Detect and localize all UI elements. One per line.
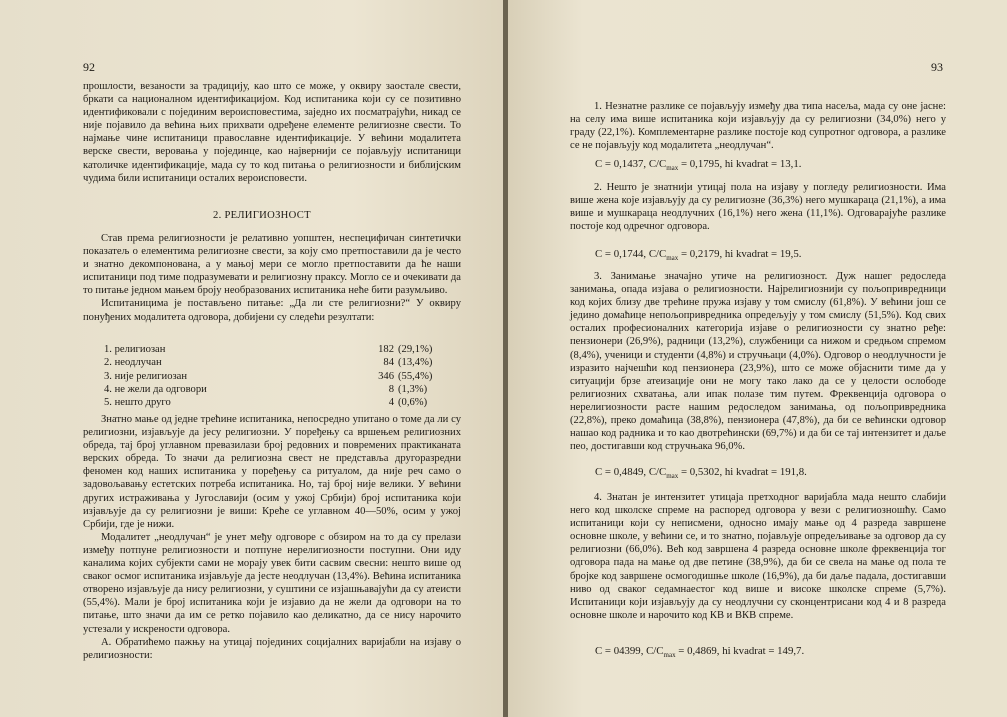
- results-list: [104, 343, 453, 409]
- list-item: 1. религиозан 182 (29,1%): [104, 344, 433, 355]
- page-number: 93: [931, 60, 943, 74]
- statistic-line-4: C = 04399, $C/C_{max} = 0,4869$, hi kvadrat = 149,7.: [595, 645, 805, 660]
- paragraph: Модалитет „неодлучан“ је унет међу одговоре с обзиром на то да су прелази између потпуне религиозности и потпуне нерелигиозности поступни. Они иду каналима којих субјекти сами не морају увек бити сасвим свесни: нешто више од сваког осмог испитаника изјављује да јесте неодлучан (13,4%). Већина испитаника отворено изјављује да нису религиозни, у суштини се изјашњавајући да су атеисти (55,4%). Мали је број испитаника који је изјавио да не жели да одговори на то питање, што значи да им се ретко појавило као деликатно, да се нису нарочито устезали у искрености одговора.: [83, 531, 461, 635]
- body-text-top: [83, 232, 461, 324]
- list-item: 4. не жели да одговори 8 (1,3%): [104, 383, 428, 395]
- list-item: 5. нешто друго 4 (0,6%): [104, 397, 428, 409]
- paragraph-3: [570, 270, 946, 453]
- page-number: 92: [83, 60, 95, 74]
- list-item: 3. није религиозан 346 (55,4%): [104, 370, 433, 382]
- paragraph: 1. Незнатне разлике се појављују између два типа насеља, мада су оне јасне: на селу има више испитаника који изјављују да су религиозни (34,0%) него у граду (22,1%). Комплементарне разлике постоје код супротног одговора, а разлике се не појављују код модалитета „неодлучан“.: [570, 101, 946, 152]
- paragraph: 2. Нешто је знатнији утицај пола на изјаву у погледу религиозности. Има више жена које изјављују да су религиозне (36,3%) него мушкараца (21,1%), а има више и мушкараца неодлучних (16,1%) него жена (11,1%). Одговарајуће разлике постоје код одречног одговора.: [570, 182, 946, 233]
- paragraph-1: [570, 100, 946, 152]
- left-page: [0, 0, 503, 717]
- paragraph: прошлости, везаности за традицију, као што се може, у оквиру заостале свести, бркати са националном идентификацијом. Код испитаника који су се позитивно идентификовали с појединим вероисповестима, заједно их посматрајући, никад се није појавило да већина њих прихвати одређене елементе религиозне свести. То најмање чине испитаници православне идентификације. У већини модалитета верске свести, веровања у појединце, као највернији се појављују испитаници католичке идентификације, мада су то код питања о религиозности и библијским чудима били испитаници осталих вероисповести.: [83, 81, 461, 184]
- section-heading: 2. РЕЛИГИОЗНОСТ: [213, 210, 311, 221]
- statistic-line-3: C = 0,4849, $C/C_{max} = 0,5302$, hi kvadrat = 191,8.: [595, 466, 807, 481]
- statistic-line-1: C = 0,1437, $C/C_{max} = 0,1795$, hi kvadrat = 13,1.: [595, 158, 802, 173]
- paragraph: Знатно мање од једне трећине испитаника, непосредно упитано о томе да ли су религиозни, изјављује да јесу религиозни. У поређењу са вршењем религиозних обреда, тај број углавном превазилази број редовних и повремених практиканата верских обреда. То значи да религиозна свест не представља другоразредни феномен код наших испитаника у поређењу са ритуалом, да није реч само о задовољавању естетских потреба испитаника. Но, тај број није велики. У већини других истраживања у Југославији (осим у ужој Србији) број испитаника који изјављује да су религиозни је виши: Креће се углавном 40—50%, осим у ужој Србији, где је нижи.: [83, 414, 461, 530]
- paragraph: 3. Занимање значајно утиче на религиозност. Дуж нашег редоследа занимања, опада изјава о религиозности. Најрелигиознији су пољопривредници код којих близу две трећине пружа изјаву у том смислу (61,8%). У већини још се једино домаћице непољопривредника опредељују у том смислу (51,5%). Код свих осталих професионалних категорија изјаве о религиозности су знатно ређе: пензионери (26,9%), радници (13,2%), службеници са нижом и средњом спремом (8,4%), ученици и студенти (4,8%) и стручњаци (4,0%). Одговор о неодлучности је изразито најчешћи код пензионера (23,9%), што се може објаснити тиме да у ситуацији брзе атеизације они не могу тако лако да се у целости ослободе религиозних схватања, али ипак полазе тим путем. Фреквенција одговора о нерелигиозности расте нашим редоследом занимања, од пољопривредника (22,8%), преко домаћица (38,8%), пензионера (47,8%), да би се већински одговор нашао код радника и то као двотрећински (69,7%) и да би се тај интензитет и даље пео, достигавши код стручњака 96,0%.: [570, 271, 946, 453]
- paragraph: А. Обратићемо пажњу на утицај појединих социјалних варијабли на изјаву о религиозности:: [83, 636, 461, 661]
- paragraph: Испитаницима је постављено питање: „Да ли сте религиозни?“ У оквиру понуђених модалитета одговора, добијени су следећи резултати:: [83, 298, 461, 323]
- paragraph-4: [570, 491, 946, 622]
- list-item: 2. неодлучан 84 (13,4%): [104, 357, 433, 369]
- paragraph-2: [570, 181, 946, 233]
- statistic-line-2: C = 0,1744, $C/C_{max} = 0,2179$, hi kvadrat = 19,5.: [595, 248, 802, 263]
- paragraph: Став према религиозности је релативно уопштен, неспецифичан синтетички показатељ о елементима религиозне свести, за коју смо претпоставили да је често и знатно декомпонована, а у мањој мери се могло претпоставити да ће наши испитаници под тиме подразумевати и религиозну праксу. Могло се и очекивати да то питање једном мањем броју необразованих испитаника неће бити разумљиво.: [83, 233, 461, 297]
- body-text-bottom: [83, 413, 461, 662]
- paragraph: 4. Знатан је интензитет утицаја претходног варијабла мада нешто слабији него код школске спреме на распоред одговора у вези с религиозношћу. Само испитаници који су неписмени, односно имају мање од 4 разреда завршене основне школе, у већини се, и то знатно, појављује опредељивање за одговор да су религиозни (66,0%). Већ код завршена 4 разреда основне школе фреквенција тог одговора пада на мање од две петине (38,9%), да би се свела на мање од пола те бројке код завршене осмогодишње школе (16,9%), да би даље падала, достигавши ниво од сваког седамнаестог код више и високе школске спреме (5,7%). Испитаници који изјављују да су неодлучни су сконцентрисани код 4 и 8 разреда основне школе и нарочито код КВ и ВКВ спреме.: [570, 492, 946, 621]
- right-page: [508, 0, 1007, 717]
- intro-paragraph: [83, 80, 461, 185]
